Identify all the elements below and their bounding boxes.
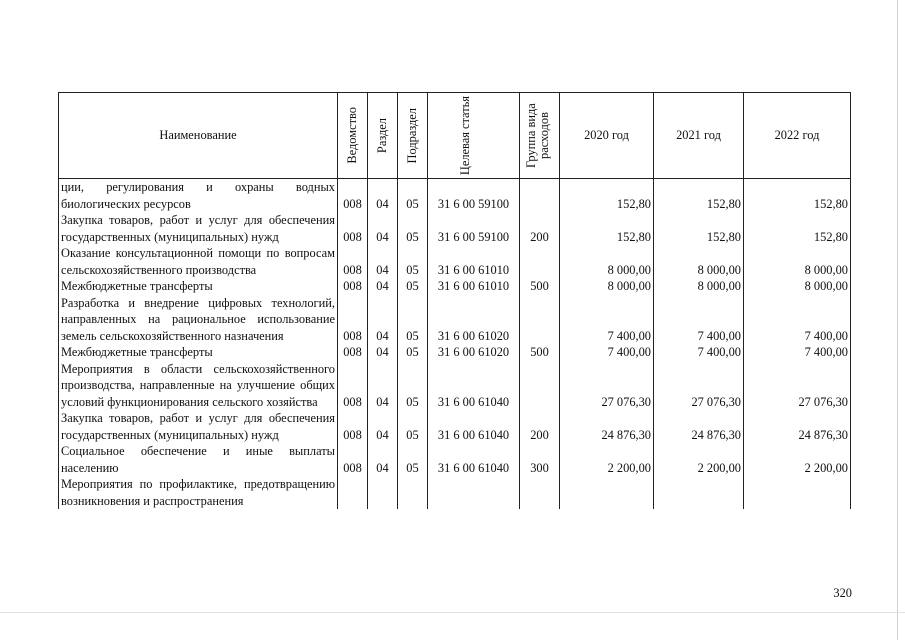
row-section: 04 bbox=[368, 245, 398, 278]
header-group-label: Группа вида расходов bbox=[523, 103, 551, 168]
row-2022: 24 876,30 bbox=[744, 410, 851, 443]
row-2020: 2 200,00 bbox=[560, 443, 654, 476]
header-dept-label: Ведомство bbox=[344, 107, 359, 164]
row-2022: 2 200,00 bbox=[744, 443, 851, 476]
table-row bbox=[59, 245, 851, 278]
row-section: 04 bbox=[368, 295, 398, 345]
header-2020: 2020 год bbox=[560, 93, 654, 179]
table-row bbox=[59, 361, 851, 411]
row-section: 04 bbox=[368, 443, 398, 476]
row-name: Межбюджетные трансферты bbox=[59, 344, 338, 361]
row-subsection: 05 bbox=[398, 410, 428, 443]
table-row bbox=[59, 443, 851, 476]
row-name: Мероприятия в области сельскохозяйственного производства, направленные на улучшение общих условий функционирования сельского хозяйства bbox=[59, 361, 338, 411]
row-2022 bbox=[744, 476, 851, 509]
page-edge-right bbox=[897, 0, 898, 640]
row-2020: 7 400,00 bbox=[560, 295, 654, 345]
row-2021: 7 400,00 bbox=[654, 344, 744, 361]
row-2022: 7 400,00 bbox=[744, 344, 851, 361]
table-row bbox=[59, 344, 851, 361]
row-2020: 152,80 bbox=[560, 179, 654, 213]
header-2021: 2021 год bbox=[654, 93, 744, 179]
row-2020: 152,80 bbox=[560, 212, 654, 245]
row-2021: 152,80 bbox=[654, 212, 744, 245]
row-group bbox=[520, 245, 560, 278]
row-2021: 27 076,30 bbox=[654, 361, 744, 411]
row-name: Межбюджетные трансферты bbox=[59, 278, 338, 295]
page-number: 320 bbox=[833, 586, 852, 600]
header-dept bbox=[338, 93, 368, 179]
row-target: 31 6 00 61020 bbox=[428, 295, 520, 345]
row-dept: 008 bbox=[338, 179, 368, 213]
row-2022: 7 400,00 bbox=[744, 295, 851, 345]
table-row bbox=[59, 410, 851, 443]
table-row bbox=[59, 295, 851, 345]
row-2022: 152,80 bbox=[744, 212, 851, 245]
row-group bbox=[520, 361, 560, 411]
header-section-label: Раздел bbox=[374, 117, 389, 154]
row-target: 31 6 00 61040 bbox=[428, 361, 520, 411]
table-row bbox=[59, 179, 851, 213]
row-name: Мероприятия по профилактике, предотвращению возникновения и распространения bbox=[59, 476, 338, 509]
row-section: 04 bbox=[368, 410, 398, 443]
row-2021 bbox=[654, 476, 744, 509]
row-group: 500 bbox=[520, 344, 560, 361]
row-name: Социальное обеспечение и иные выплаты населению bbox=[59, 443, 338, 476]
row-dept: 008 bbox=[338, 344, 368, 361]
row-dept: 008 bbox=[338, 410, 368, 443]
row-subsection bbox=[398, 476, 428, 509]
row-group: 300 bbox=[520, 443, 560, 476]
row-section: 04 bbox=[368, 179, 398, 213]
header-subsection-label: Подраздел bbox=[404, 107, 419, 164]
row-2022: 27 076,30 bbox=[744, 361, 851, 411]
row-subsection: 05 bbox=[398, 295, 428, 345]
row-target bbox=[428, 476, 520, 509]
header-section bbox=[368, 93, 398, 179]
row-target: 31 6 00 61010 bbox=[428, 278, 520, 295]
row-section bbox=[368, 476, 398, 509]
row-name: Закупка товаров, работ и услуг для обеспечения государственных (муниципальных) нужд bbox=[59, 410, 338, 443]
row-subsection: 05 bbox=[398, 443, 428, 476]
row-2020: 27 076,30 bbox=[560, 361, 654, 411]
row-subsection: 05 bbox=[398, 212, 428, 245]
row-subsection: 05 bbox=[398, 344, 428, 361]
page-edge-bottom bbox=[0, 612, 905, 613]
table-header-row bbox=[59, 93, 851, 179]
row-name: ции, регулирования и охраны водных биологических ресурсов bbox=[59, 179, 338, 213]
row-2021: 8 000,00 bbox=[654, 245, 744, 278]
table-row bbox=[59, 476, 851, 509]
row-2021: 2 200,00 bbox=[654, 443, 744, 476]
row-target: 31 6 00 61020 bbox=[428, 344, 520, 361]
row-subsection: 05 bbox=[398, 361, 428, 411]
row-group: 200 bbox=[520, 212, 560, 245]
row-subsection: 05 bbox=[398, 278, 428, 295]
row-2021: 24 876,30 bbox=[654, 410, 744, 443]
row-2020 bbox=[560, 476, 654, 509]
header-2022: 2022 год bbox=[744, 93, 851, 179]
row-target: 31 6 00 59100 bbox=[428, 179, 520, 213]
table-row bbox=[59, 212, 851, 245]
row-target: 31 6 00 59100 bbox=[428, 212, 520, 245]
budget-table bbox=[58, 92, 851, 509]
row-section: 04 bbox=[368, 344, 398, 361]
header-target bbox=[428, 93, 520, 179]
row-2020: 7 400,00 bbox=[560, 344, 654, 361]
row-2021: 8 000,00 bbox=[654, 278, 744, 295]
row-name: Закупка товаров, работ и услуг для обеспечения государственных (муниципальных) нужд bbox=[59, 212, 338, 245]
row-dept: 008 bbox=[338, 361, 368, 411]
row-target: 31 6 00 61040 bbox=[428, 443, 520, 476]
row-2020: 24 876,30 bbox=[560, 410, 654, 443]
row-2020: 8 000,00 bbox=[560, 245, 654, 278]
row-section: 04 bbox=[368, 212, 398, 245]
header-target-label: Целевая статья bbox=[457, 95, 472, 176]
row-group bbox=[520, 179, 560, 213]
row-dept: 008 bbox=[338, 212, 368, 245]
row-name: Оказание консультационной помощи по вопросам сельскохозяйственного производства bbox=[59, 245, 338, 278]
row-group: 200 bbox=[520, 410, 560, 443]
row-section: 04 bbox=[368, 278, 398, 295]
row-group bbox=[520, 476, 560, 509]
row-2022: 152,80 bbox=[744, 179, 851, 213]
row-2022: 8 000,00 bbox=[744, 278, 851, 295]
header-name: Наименование bbox=[59, 93, 338, 179]
row-2020: 8 000,00 bbox=[560, 278, 654, 295]
table-row bbox=[59, 278, 851, 295]
row-target: 31 6 00 61040 bbox=[428, 410, 520, 443]
row-dept: 008 bbox=[338, 443, 368, 476]
row-2021: 7 400,00 bbox=[654, 295, 744, 345]
row-target: 31 6 00 61010 bbox=[428, 245, 520, 278]
header-group bbox=[520, 93, 560, 179]
row-subsection: 05 bbox=[398, 245, 428, 278]
row-group: 500 bbox=[520, 278, 560, 295]
header-subsection bbox=[398, 93, 428, 179]
row-dept bbox=[338, 476, 368, 509]
row-dept: 008 bbox=[338, 295, 368, 345]
table-body bbox=[59, 179, 851, 510]
row-section: 04 bbox=[368, 361, 398, 411]
row-dept: 008 bbox=[338, 245, 368, 278]
row-subsection: 05 bbox=[398, 179, 428, 213]
row-name: Разработка и внедрение цифровых технологий, направленных на рациональное использование земель сельскохозяйственного назначения bbox=[59, 295, 338, 345]
row-2021: 152,80 bbox=[654, 179, 744, 213]
row-group bbox=[520, 295, 560, 345]
row-dept: 008 bbox=[338, 278, 368, 295]
row-2022: 8 000,00 bbox=[744, 245, 851, 278]
